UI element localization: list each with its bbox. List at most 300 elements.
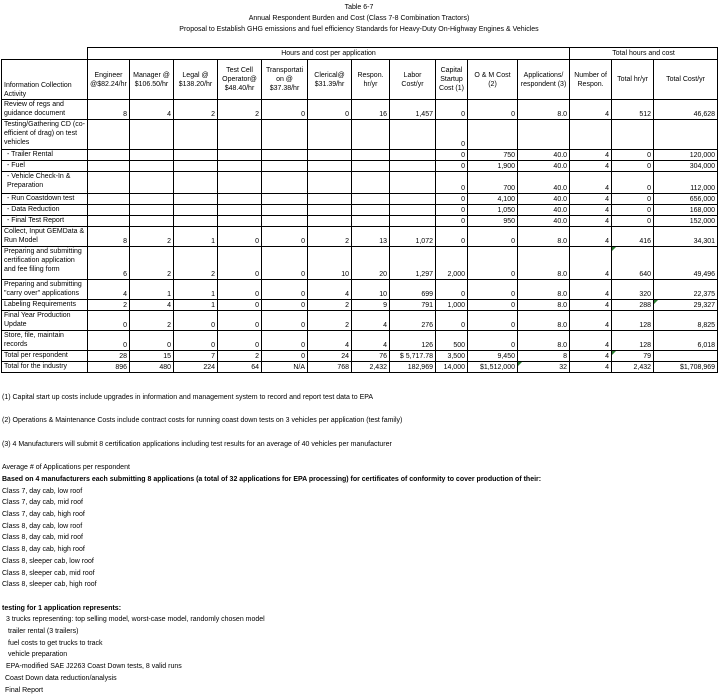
table-cell: 0	[218, 227, 262, 247]
table-cell: 15	[130, 351, 174, 362]
table-cell: 0	[218, 280, 262, 300]
table-cell: 2	[130, 247, 174, 280]
footnote-3: (3) 4 Manufacturers will submit 8 certification applications including test results for an average of 40 vehicles per manufacturer	[2, 440, 392, 448]
row-label: Final Year Production Update	[2, 311, 88, 331]
table-cell	[390, 216, 436, 227]
table-cell	[88, 216, 130, 227]
list-item: Class 8, sleeper cab, low roof	[2, 557, 94, 565]
table-cell: 0	[88, 311, 130, 331]
table-cell: 76	[352, 351, 390, 362]
table-cell: 29,327	[654, 300, 718, 311]
table-cell: 152,000	[654, 216, 718, 227]
list-item: 3 trucks representing: top selling model, worst-case model, randomly chosen model	[6, 616, 265, 624]
table-cell: 4	[88, 280, 130, 300]
table-cell: 700	[468, 172, 518, 194]
table-cell	[218, 194, 262, 205]
table-cell	[262, 150, 308, 161]
table-cell	[174, 172, 218, 194]
table-number: Table 6-7	[344, 4, 374, 11]
table-cell: 750	[468, 150, 518, 161]
column-header: Total hr/yr	[612, 60, 654, 100]
list-item: EPA-modified SAE J2263 Coast Down tests, 8 valid runs	[6, 663, 182, 671]
based-on-statement: Based on 4 manufacturers each submitting 8 applications (a total of 32 applications for EPA processing) for certificates of conformity to cover production of their:	[2, 475, 542, 483]
row-label: Total for the industry	[2, 362, 88, 373]
table-cell: 8.0	[518, 247, 570, 280]
table-cell: 4	[570, 362, 612, 373]
table-cell: 112,000	[654, 172, 718, 194]
table-cell: 3,500	[436, 351, 468, 362]
table-cell: 0	[308, 100, 352, 120]
table-cell: 1,457	[390, 100, 436, 120]
table-cell	[352, 150, 390, 161]
table-cell: 168,000	[654, 205, 718, 216]
table-row	[2, 100, 718, 120]
table-cell: 0	[218, 247, 262, 280]
table-cell	[308, 205, 352, 216]
table-cell: 4	[130, 300, 174, 311]
column-header: Test Cell Operator@ $48.40/hr	[218, 60, 262, 100]
table-cell	[174, 120, 218, 150]
testing-list	[2, 614, 716, 696]
group-header-total: Total hours and cost	[570, 48, 718, 60]
table-cell: 2	[130, 227, 174, 247]
column-header: Legal @ $138.20/hr	[174, 60, 218, 100]
table-cell: 8	[88, 227, 130, 247]
table-cell: 0	[436, 227, 468, 247]
table-cell: 7	[174, 351, 218, 362]
table-cell: 0	[612, 205, 654, 216]
table-cell	[130, 194, 174, 205]
table-cell: 288	[612, 300, 654, 311]
table-cell	[518, 120, 570, 150]
table-cell: 768	[308, 362, 352, 373]
row-label: - Trailer Rental	[2, 150, 88, 161]
table-cell	[218, 120, 262, 150]
table-cell: 2	[308, 227, 352, 247]
column-header: Labor Cost/yr	[390, 60, 436, 100]
table-cell	[570, 120, 612, 150]
table-cell: 0	[612, 216, 654, 227]
table-cell: 126	[390, 331, 436, 351]
table-cell: 4	[570, 311, 612, 331]
table-cell	[612, 120, 654, 150]
row-label: Preparing and submitting "carry over" applications	[2, 280, 88, 300]
table-cell	[88, 161, 130, 172]
list-item: Class 8, day cab, high roof	[2, 546, 85, 554]
table-cell	[218, 205, 262, 216]
table-cell: 0	[174, 311, 218, 331]
table-cell: N/A	[262, 362, 308, 373]
list-item: Class 7, day cab, high roof	[2, 510, 85, 518]
table-cell: $1,512,000	[468, 362, 518, 373]
table-cell	[174, 150, 218, 161]
table-cell: 0	[130, 331, 174, 351]
list-item: Class 8, sleeper cab, mid roof	[2, 569, 95, 577]
table-cell	[218, 172, 262, 194]
table-cell: 8	[88, 100, 130, 120]
column-header: Transportati on @ $37.38/hr	[262, 60, 308, 100]
table-cell: 1	[130, 280, 174, 300]
list-item: Final Report	[5, 686, 44, 694]
list-item: Class 8, day cab, low roof	[2, 522, 83, 530]
table-row	[2, 161, 718, 172]
table-cell: 9	[352, 300, 390, 311]
table-cell	[352, 172, 390, 194]
table-cell	[88, 205, 130, 216]
table-cell	[262, 194, 308, 205]
table-cell: 40.0	[518, 205, 570, 216]
table-cell: 0	[88, 331, 130, 351]
table-cell: 8.0	[518, 100, 570, 120]
table-cell: 40.0	[518, 161, 570, 172]
avg-applications-label: Average # of Applications per respondent	[2, 464, 130, 472]
table-cell: 8.0	[518, 300, 570, 311]
table-cell: 1,900	[468, 161, 518, 172]
table-cell: 4	[570, 351, 612, 362]
table-title-block	[0, 2, 718, 35]
table-cell: 0	[436, 150, 468, 161]
table-cell: 4	[352, 311, 390, 331]
table-cell	[130, 216, 174, 227]
column-header: O & M Cost (2)	[468, 60, 518, 100]
table-cell	[262, 120, 308, 150]
table-cell: 2	[130, 311, 174, 331]
table-row	[2, 362, 718, 373]
table-cell: 10	[352, 280, 390, 300]
table-cell: 0	[218, 331, 262, 351]
table-cell: 0	[262, 227, 308, 247]
table-cell: 304,000	[654, 161, 718, 172]
table-cell	[262, 172, 308, 194]
table-cell: 4,100	[468, 194, 518, 205]
table-row	[2, 227, 718, 247]
table-cell	[130, 172, 174, 194]
table-cell: 0	[468, 300, 518, 311]
table-cell: 699	[390, 280, 436, 300]
table-cell: 8	[518, 351, 570, 362]
table-cell: 0	[262, 247, 308, 280]
table-cell: 0	[436, 216, 468, 227]
table-cell: 950	[468, 216, 518, 227]
table-row	[2, 120, 718, 150]
table-cell: 2	[308, 300, 352, 311]
table-cell: 22,375	[654, 280, 718, 300]
list-item: fuel costs to get trucks to track	[8, 639, 103, 647]
table-cell: 2	[308, 311, 352, 331]
list-item: Class 8, sleeper cab, high roof	[2, 581, 97, 589]
table-row	[2, 216, 718, 227]
table-cell: 0	[468, 100, 518, 120]
table-cell: 0	[612, 161, 654, 172]
table-cell: 1,072	[390, 227, 436, 247]
table-cell: 40.0	[518, 172, 570, 194]
table-row	[2, 331, 718, 351]
table-cell	[130, 161, 174, 172]
table-cell	[218, 216, 262, 227]
table-cell: 0	[174, 331, 218, 351]
table-cell: 791	[390, 300, 436, 311]
table-cell	[390, 161, 436, 172]
table-cell: 0	[218, 300, 262, 311]
table-cell: 0	[612, 172, 654, 194]
list-item: Class 8, day cab, mid roof	[2, 534, 83, 542]
table-cell	[174, 216, 218, 227]
table-cell	[130, 150, 174, 161]
table-cell: 20	[352, 247, 390, 280]
column-header: Clerical@ $31.39/hr	[308, 60, 352, 100]
table-cell	[390, 194, 436, 205]
table-cell: 0	[436, 311, 468, 331]
table-cell	[88, 194, 130, 205]
table-cell: 1	[174, 300, 218, 311]
table-cell: 1	[174, 280, 218, 300]
table-cell: 40.0	[518, 194, 570, 205]
table-cell: 0	[436, 172, 468, 194]
list-item: Class 7, day cab, low roof	[2, 487, 83, 495]
table-cell: 6	[88, 247, 130, 280]
table-cell	[130, 120, 174, 150]
row-label: Preparing and submitting certification application and fee filing form	[2, 247, 88, 280]
table-cell: 4	[570, 205, 612, 216]
table-cell: 0	[436, 280, 468, 300]
table-cell	[352, 216, 390, 227]
list-item: trailer rental (3 trailers)	[8, 628, 79, 635]
table-cell	[390, 172, 436, 194]
table-row	[2, 280, 718, 300]
table-cell	[390, 120, 436, 150]
column-header: Respon. hr/yr	[352, 60, 390, 100]
table-cell: 1,000	[436, 300, 468, 311]
table-subtitle: Proposal to Establish GHG emissions and fuel efficiency Standards for Heavy-Duty On-Highway Engines & Vehicles	[179, 26, 539, 33]
table-cell: 182,969	[390, 362, 436, 373]
table-cell: 2	[218, 100, 262, 120]
table-cell: 0	[262, 100, 308, 120]
table-cell: 512	[612, 100, 654, 120]
table-cell: 4	[570, 227, 612, 247]
list-item: vehicle preparation	[8, 651, 68, 659]
table-cell: 4	[570, 161, 612, 172]
table-cell: 40.0	[518, 150, 570, 161]
table-cell: 1,297	[390, 247, 436, 280]
table-cell	[218, 161, 262, 172]
table-cell: 0	[612, 150, 654, 161]
column-header: Information Collection Activity	[2, 60, 88, 100]
column-header: Engineer @$82.24/hr	[88, 60, 130, 100]
table-cell: 4	[570, 331, 612, 351]
table-cell: 16	[352, 100, 390, 120]
table-cell: 4	[308, 280, 352, 300]
row-label: - Fuel	[2, 161, 88, 172]
table-cell	[308, 194, 352, 205]
table-cell: 1,050	[468, 205, 518, 216]
table-cell: 0	[436, 205, 468, 216]
table-cell: 0	[468, 331, 518, 351]
row-label: Total per respondent	[2, 351, 88, 362]
table-cell: 49,496	[654, 247, 718, 280]
table-cell	[174, 161, 218, 172]
notes-section	[2, 392, 716, 696]
table-cell: 2,432	[352, 362, 390, 373]
table-cell: 24	[308, 351, 352, 362]
table-row	[2, 247, 718, 280]
table-cell	[88, 150, 130, 161]
group-header-hours-cost: Hours and cost per application	[88, 48, 570, 60]
table-cell: 8.0	[518, 227, 570, 247]
table-cell: 4	[130, 100, 174, 120]
table-cell	[262, 205, 308, 216]
table-cell: 128	[612, 311, 654, 331]
table-cell: 0	[436, 120, 468, 150]
table-cell: 4	[570, 300, 612, 311]
table-cell: 120,000	[654, 150, 718, 161]
table-cell: 0	[262, 331, 308, 351]
table-cell	[654, 351, 718, 362]
class-list	[2, 486, 716, 591]
table-cell: 9,450	[468, 351, 518, 362]
column-header: Manager @ $106.50/hr	[130, 60, 174, 100]
table-cell: 0	[262, 311, 308, 331]
table-cell: 4	[570, 172, 612, 194]
table-cell	[308, 150, 352, 161]
table-cell: 640	[612, 247, 654, 280]
column-header: Number of Respon.	[570, 60, 612, 100]
row-label: Testing/Gathering CD (co-efficient of drag) on test vehicles	[2, 120, 88, 150]
table-row	[2, 150, 718, 161]
row-label: - Vehicle Check-In & Preparation	[2, 172, 88, 194]
table-cell: 2	[88, 300, 130, 311]
table-cell: 4	[570, 280, 612, 300]
table-cell: 46,628	[654, 100, 718, 120]
list-item: Coast Down data reduction/analysis	[5, 674, 117, 682]
table-cell	[352, 161, 390, 172]
table-cell: 896	[88, 362, 130, 373]
table-cell: 4	[570, 194, 612, 205]
footnote-1: (1) Capital start up costs include upgrades in information and management system to record and report test data to EPA	[2, 394, 374, 401]
table-row	[2, 205, 718, 216]
column-header: Total Cost/yr	[654, 60, 718, 100]
table-cell: 480	[130, 362, 174, 373]
table-cell	[352, 194, 390, 205]
table-cell	[218, 150, 262, 161]
table-cell	[654, 120, 718, 150]
table-row	[2, 194, 718, 205]
table-cell: 6,018	[654, 331, 718, 351]
table-cell: 0	[262, 280, 308, 300]
table-cell: $1,708,969	[654, 362, 718, 373]
table-cell: 4	[570, 247, 612, 280]
table-cell	[390, 205, 436, 216]
list-item: Class 7, day cab, mid roof	[2, 499, 83, 507]
table-title: Annual Respondent Burden and Cost (Class 7-8 Combination Tractors)	[248, 15, 470, 22]
burden-cost-table	[1, 47, 718, 373]
table-cell: 64	[218, 362, 262, 373]
row-label: - Data Reduction	[2, 205, 88, 216]
table-cell: 500	[436, 331, 468, 351]
table-cell	[390, 150, 436, 161]
table-cell: 1	[174, 227, 218, 247]
testing-heading: testing for 1 application represents:	[2, 604, 122, 612]
table-cell	[130, 205, 174, 216]
table-cell: 4	[570, 150, 612, 161]
table-cell: 2,000	[436, 247, 468, 280]
footnote-2: (2) Operations & Maintenance Costs include contract costs for running coast down tests on 3 vehicles per application (test family)	[2, 417, 403, 425]
table-cell: 4	[308, 331, 352, 351]
table-row	[2, 300, 718, 311]
table-row	[2, 311, 718, 331]
row-label: - Run Coastdown test	[2, 194, 88, 205]
table-cell: 34,301	[654, 227, 718, 247]
table-cell	[88, 120, 130, 150]
table-cell: 8.0	[518, 331, 570, 351]
table-cell: 128	[612, 331, 654, 351]
table-cell: 10	[308, 247, 352, 280]
column-header: Capital Startup Cost (1)	[436, 60, 468, 100]
table-cell	[308, 161, 352, 172]
table-row	[2, 172, 718, 194]
table-row	[2, 351, 718, 362]
table-cell: 2	[174, 100, 218, 120]
table-cell: 276	[390, 311, 436, 331]
table-cell: 416	[612, 227, 654, 247]
table-cell: 8.0	[518, 280, 570, 300]
table-cell: 2	[218, 351, 262, 362]
table-cell	[262, 216, 308, 227]
table-cell: 224	[174, 362, 218, 373]
table-cell: 320	[612, 280, 654, 300]
table-cell: 4	[570, 216, 612, 227]
row-label: Collect, Input GEMData & Run Model	[2, 227, 88, 247]
table-cell: 4	[352, 331, 390, 351]
table-cell: 0	[468, 280, 518, 300]
table-cell: 0	[468, 247, 518, 280]
table-cell: 32	[518, 362, 570, 373]
table-cell: 0	[436, 100, 468, 120]
table-cell: 40.0	[518, 216, 570, 227]
table-cell: 0	[218, 311, 262, 331]
table-cell: 2	[174, 247, 218, 280]
table-cell: 0	[468, 227, 518, 247]
table-cell	[308, 120, 352, 150]
table-cell	[352, 120, 390, 150]
table-cell: 8.0	[518, 311, 570, 331]
table-cell	[352, 205, 390, 216]
table-cell: 4	[570, 100, 612, 120]
table-cell: 0	[612, 194, 654, 205]
table-cell	[468, 120, 518, 150]
table-cell	[174, 205, 218, 216]
row-label: Store, file, maintain records	[2, 331, 88, 351]
table-cell: 8,825	[654, 311, 718, 331]
row-label: - Final Test Report	[2, 216, 88, 227]
table-cell	[262, 161, 308, 172]
table-cell: 0	[262, 351, 308, 362]
table-cell	[88, 172, 130, 194]
table-cell: 79	[612, 351, 654, 362]
table-cell	[308, 172, 352, 194]
table-cell: 28	[88, 351, 130, 362]
table-cell: 0	[436, 194, 468, 205]
row-label: Review of regs and guidance document	[2, 100, 88, 120]
table-cell: 0	[468, 311, 518, 331]
table-cell: 2,432	[612, 362, 654, 373]
table-cell: 13	[352, 227, 390, 247]
table-cell	[174, 194, 218, 205]
column-header: Applications/ respondent (3)	[518, 60, 570, 100]
table-cell: 14,000	[436, 362, 468, 373]
table-cell: $ 5,717.78	[390, 351, 436, 362]
table-cell: 0	[436, 161, 468, 172]
table-cell	[308, 216, 352, 227]
